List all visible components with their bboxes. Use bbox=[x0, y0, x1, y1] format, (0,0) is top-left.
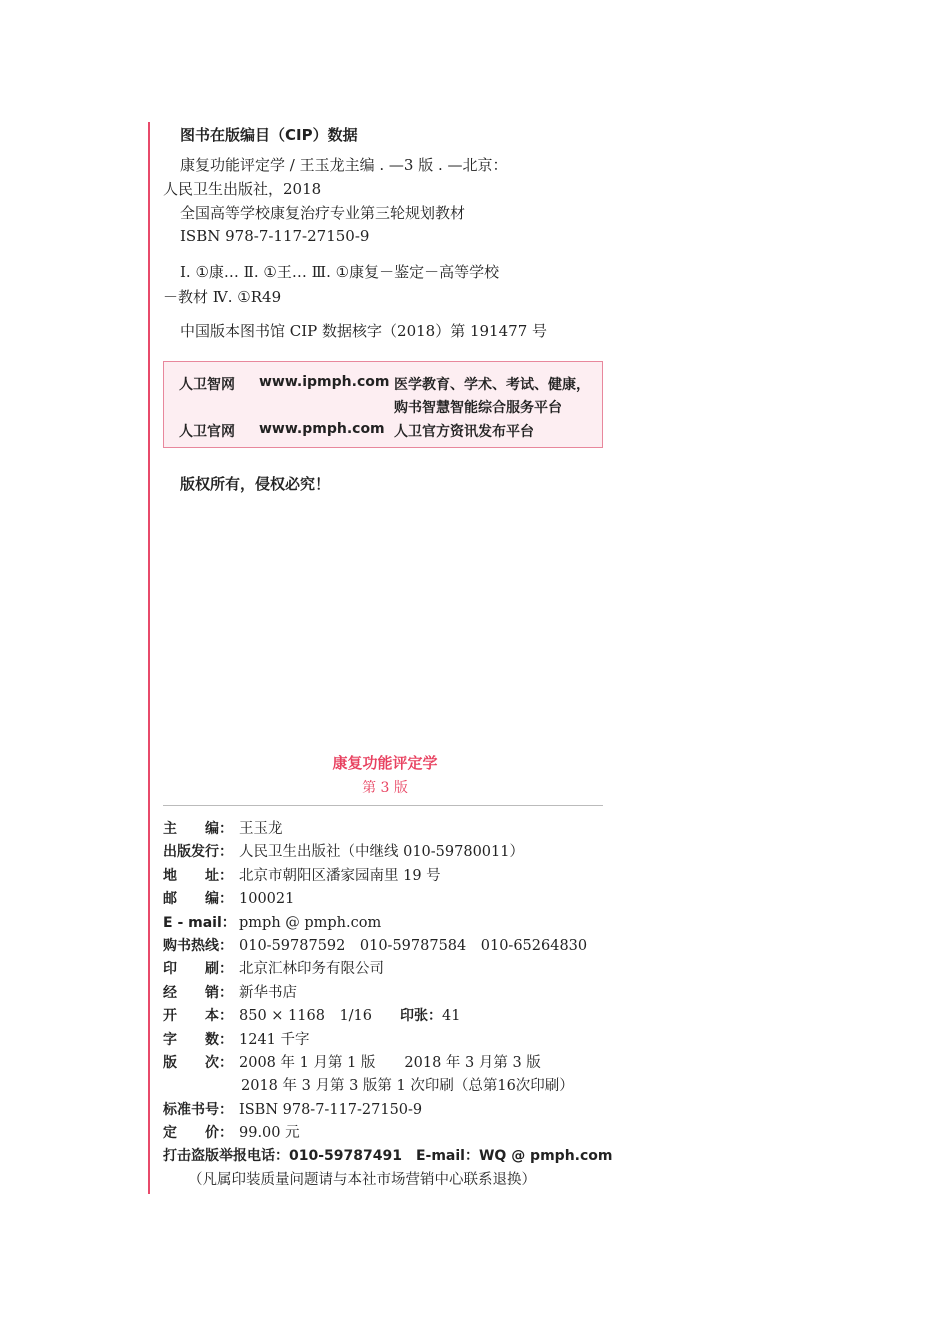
value: 2008 年 1 月第 1 版 2018 年 3 月第 3 版 bbox=[239, 1054, 541, 1071]
label: E - mail： bbox=[163, 914, 236, 931]
value: 新华书店 bbox=[239, 984, 297, 1001]
label: 邮 编： bbox=[163, 891, 233, 908]
info-edition bbox=[163, 1052, 623, 1075]
quality-note: （凡属印装质量问题请与本社市场营销中心联系退换） bbox=[188, 1171, 536, 1188]
site-name-ipmph: 人卫智网 bbox=[179, 377, 235, 393]
site-url-ipmph[interactable]: www.ipmph.com bbox=[259, 374, 390, 390]
info-postcode bbox=[163, 888, 623, 911]
cip-line-6: －教材 Ⅳ. ①R49 bbox=[163, 288, 282, 306]
info-edition-2: 2018 年 3 月第 3 版第 1 次印刷（总第16次印刷） bbox=[241, 1078, 574, 1095]
label: 版 次： bbox=[163, 1054, 233, 1071]
info-format bbox=[163, 1005, 623, 1028]
value: 王玉龙 bbox=[239, 821, 283, 837]
info-editor bbox=[163, 818, 623, 841]
info-email bbox=[163, 912, 623, 935]
value: ISBN 978-7-117-27150-9 bbox=[239, 1101, 423, 1118]
cip-line-3: 全国高等学校康复治疗专业第三轮规划教材 bbox=[180, 204, 466, 222]
label: 出版发行： bbox=[163, 844, 233, 861]
book-edition: 第 3 版 bbox=[362, 780, 408, 796]
sheets-value: 41 bbox=[442, 1008, 461, 1025]
piracy-report: 打击盗版举报电话：010-59787491 E-mail：WQ @ pmph.com bbox=[163, 1148, 613, 1165]
info-publisher bbox=[163, 841, 623, 864]
copyright-notice: 版权所有，侵权必究！ bbox=[180, 475, 331, 493]
info-words bbox=[163, 1029, 623, 1052]
site-name-pmph: 人卫官网 bbox=[179, 424, 235, 440]
label: 印 刷： bbox=[163, 961, 233, 978]
info-printer bbox=[163, 958, 623, 981]
cip-line-7: 中国版本图书馆 CIP 数据核字（2018）第 191477 号 bbox=[180, 322, 548, 340]
label: 标准书号： bbox=[163, 1101, 233, 1118]
publication-info bbox=[163, 818, 623, 1192]
value: 1241 千字 bbox=[239, 1031, 310, 1048]
label: 主 编： bbox=[163, 821, 233, 837]
info-hotline bbox=[163, 935, 623, 958]
site-desc-ipmph-b: 购书智慧智能综合服务平台 bbox=[394, 400, 562, 416]
info-price bbox=[163, 1122, 623, 1145]
cip-line-1: 康复功能评定学 / 王玉龙主编 . —3 版 . —北京： bbox=[180, 156, 508, 174]
margin-rule bbox=[148, 122, 150, 1194]
cip-line-2: 人民卫生出版社，2018 bbox=[163, 180, 322, 198]
divider bbox=[163, 805, 603, 806]
value: 99.00 元 bbox=[239, 1125, 300, 1142]
label: 经 销： bbox=[163, 984, 233, 1001]
label: 地 址： bbox=[163, 867, 233, 884]
info-dealer bbox=[163, 982, 623, 1005]
value: 100021 bbox=[239, 891, 295, 908]
label: 开 本： bbox=[163, 1008, 233, 1025]
info-address bbox=[163, 865, 623, 888]
book-title: 康复功能评定学 bbox=[332, 754, 438, 772]
label: 定 价： bbox=[163, 1125, 233, 1142]
value: 人民卫生出版社（中继线 010-59780011） bbox=[239, 844, 524, 861]
sheets-label: 印张： bbox=[400, 1008, 443, 1025]
value: 北京市朝阳区潘家园南里 19 号 bbox=[239, 867, 441, 884]
value: 010-59787592 010-59787584 010-65264830 bbox=[239, 937, 588, 954]
label: 购书热线： bbox=[163, 937, 233, 954]
site-desc-pmph: 人卫官方资讯发布平台 bbox=[394, 424, 534, 440]
website-box bbox=[163, 361, 603, 448]
value[interactable]: pmph @ pmph.com bbox=[239, 914, 382, 931]
site-url-pmph[interactable]: www.pmph.com bbox=[259, 421, 385, 437]
site-desc-ipmph-a: 医学教育、学术、考试、健康， bbox=[394, 377, 590, 393]
value: 北京汇林印务有限公司 bbox=[239, 961, 384, 978]
cip-line-4: ISBN 978-7-117-27150-9 bbox=[180, 227, 370, 245]
cip-title: 图书在版编目（CIP）数据 bbox=[180, 126, 358, 144]
value: 850 × 1168 1/16 bbox=[239, 1008, 373, 1025]
cip-line-5: Ⅰ. ①康… Ⅱ. ①王… Ⅲ. ①康复－鉴定－高等学校 bbox=[180, 263, 500, 281]
info-isbn bbox=[163, 1099, 623, 1122]
label: 字 数： bbox=[163, 1031, 233, 1048]
